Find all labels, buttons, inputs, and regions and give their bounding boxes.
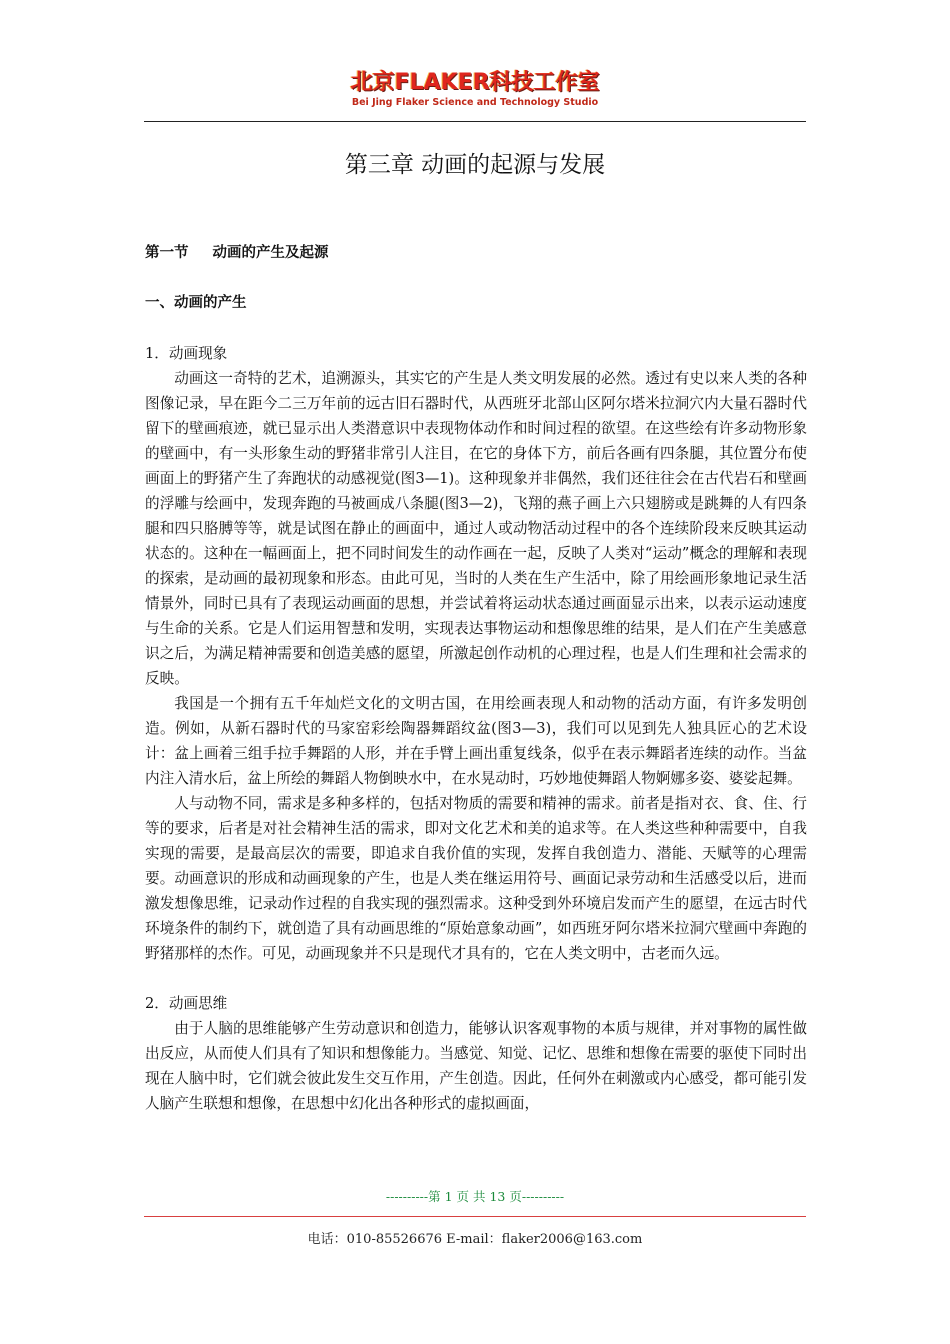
- section-heading: [145, 242, 329, 264]
- studio-logo: [0, 70, 950, 109]
- paragraph: 人与动物不同，需求是多种多样的，包括对物质的需要和精神的需求。前者是指对衣、食、住、行等的要求，后者是对社会精神生活的需求，即对文化艺术和美的追求等。在人类这些种种需要中，自我实现的需要，是最高层次的需要，即追求自我价值的实现，发挥自我创造力、潜能、天赋等的心理需要。动画意识的形成和动画现象的产生，也是人类在继运用符号、画面记录劳动和生活感受以后，进而激发想像思维，记录动作过程的自我实现的强烈需求。这种受到外环境启发而产生的愿望，在远古时代环境条件的制约下，就创造了具有动画思维的“原始意象动画”，如西班牙阿尔塔米拉洞穴壁画中奔跑的野猪那样的杰作。可见，动画现象并不只是现代才具有的，它在人类文明中，古老而久远。: [145, 795, 807, 962]
- subsection-heading: 一、动画的产生: [145, 295, 247, 311]
- section-number: 第一节: [145, 245, 189, 261]
- paragraph: 由于人脑的思维能够产生劳动意识和创造力，能够认识客观事物的本质与规律，并对事物的属性做出反应，从而使人们具有了知识和想像能力。当感觉、知觉、记忆、思维和想像在需要的驱使下同时出现在人脑中时，它们就会彼此发生交互作用，产生创造。因此，任何外在刺激或内心感受，都可能引发人脑产生联想和想像，在思想中幻化出各种形式的虚拟画面，: [145, 1020, 807, 1112]
- paragraph: 动画这一奇特的艺术，追溯源头，其实它的产生是人类文明发展的必然。透过有史以来人类的各种图像记录，早在距今二三万年前的远古旧石器时代，从西班牙北部山区阿尔塔米拉洞穴内大量石器时代留下的壁画痕迹，就已显示出人类潜意识中表现物体动作和时间过程的欲望。在这些绘有许多动物形象的壁画中，有一头形象生动的野猪非常引人注目，在它的身体下方，前后各画有四条腿，其位置分布使画面上的野猪产生了奔跑状的动感视觉(图3—1)。这种现象并非偶然，我们还往往会在古代岩石和壁画的浮雕与绘画中，发现奔跑的马被画成八条腿(图3—2)，飞翔的燕子画上六只翅膀或是跳舞的人有四条腿和四只胳膊等等，就是试图在静止的画面中，通过人或动物活动过程中的各个连续阶段来反映其运动状态的。这种在一幅画面上，把不同时间发生的动作画在一起，反映了人类对“运动”概念的理解和表现的探索，是动画的最初现象和形态。由此可见，当时的人类在生产生活中，除了用绘画形象地记录生活情景外，同时已具有了表现运动画面的思想，并尝试着将运动状态通过画面显示出来，以表示运动速度与生命的关系。它是人们运用智慧和发明，实现表达事物运动和想像思维的结果，是人们在产生美感意识之后，为满足精神需要和创造美感的愿望，所激起创作动机的心理过程，也是人们生理和社会需求的反映。: [145, 370, 807, 687]
- body-text: [145, 341, 807, 1116]
- item-heading-2: 2．动画思维: [145, 995, 228, 1012]
- item-heading-1: 1．动画现象: [145, 345, 228, 362]
- paragraph: 我国是一个拥有五千年灿烂文化的文明古国，在用绘画表现人和动物的活动方面，有许多发明创造。例如，从新石器时代的马家窑彩绘陶器舞蹈纹盆(图3—3)，我们可以见到先人独具匠心的艺术设计：盆上画着三组手拉手舞蹈的人形，并在手臂上画出重复线条，似乎在表示舞蹈者连续的动作。当盆内注入清水后，盆上所绘的舞蹈人物倒映水中，在水晃动时，巧妙地使舞蹈人物婀娜多姿、婆娑起舞。: [145, 695, 807, 787]
- logo-title: 北京FLAKER科技工作室: [350, 70, 600, 95]
- logo-subtitle: Bei Jing Flaker Science and Technology Studio: [351, 97, 599, 108]
- contact-info: 电话：010-85526676 E-mail：flaker2006@163.com: [307, 1232, 643, 1247]
- footer-divider: [144, 1216, 806, 1217]
- chapter-title: 第三章 动画的起源与发展: [344, 152, 606, 178]
- header-divider: [144, 121, 806, 122]
- section-title: 动画的产生及起源: [212, 245, 329, 261]
- page-indicator: ----------第 1 页 共 13 页----------: [385, 1189, 565, 1204]
- paragraph-gap: [145, 966, 807, 991]
